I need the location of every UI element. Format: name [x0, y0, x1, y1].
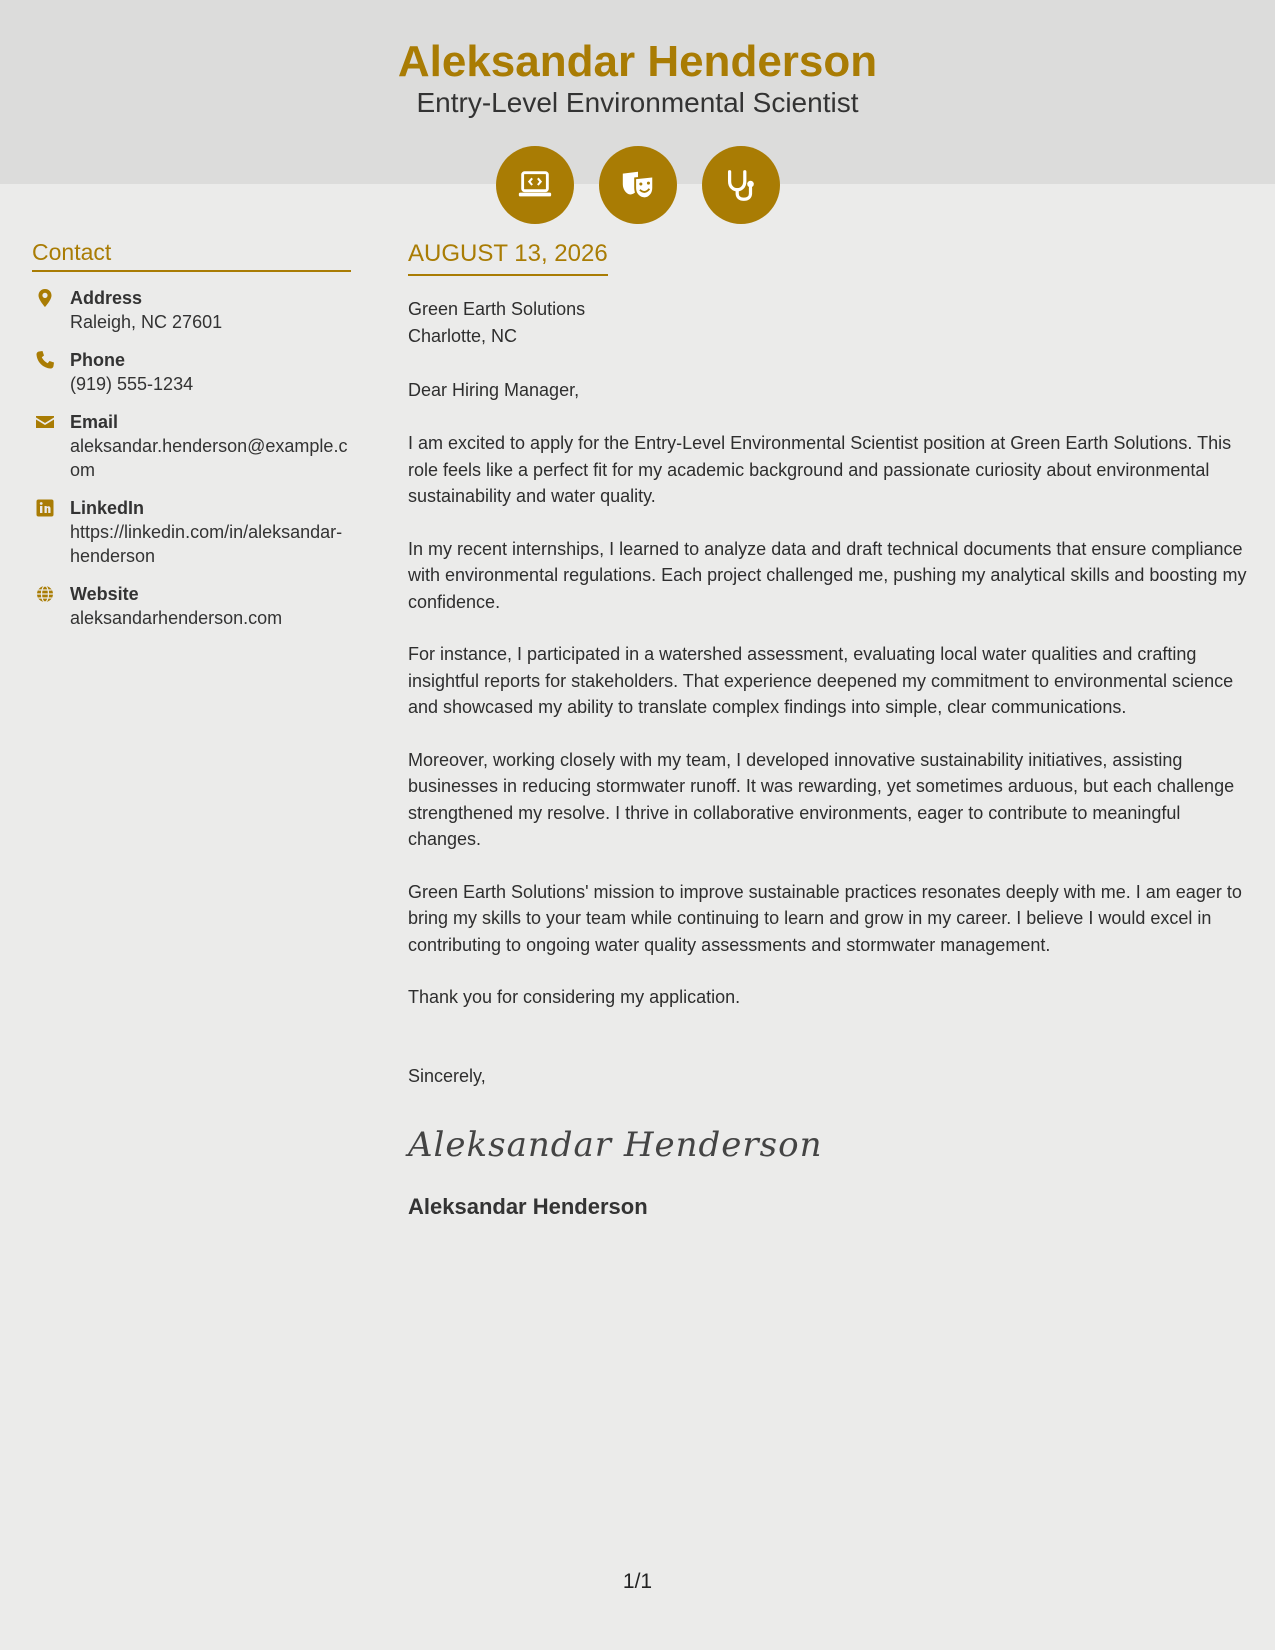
letter-paragraph: For instance, I participated in a watershed assessment, evaluating local water qualities and crafting insightful reports for stakeholders. That experience deepened my commitment to environmental science and showcased my ability to translate complex findings into simple, clear communications. — [408, 644, 1234, 717]
recipient-location: Charlotte, NC — [408, 326, 518, 346]
contact-value: (919) 555-1234 — [70, 374, 194, 394]
letter-body — [408, 238, 1250, 1222]
contact-label: Email — [70, 412, 119, 432]
contact-label: Website — [70, 584, 139, 604]
contact-phone — [32, 348, 351, 396]
handwritten-signature: Aleksandar Henderson — [408, 1125, 823, 1165]
contact-linkedin — [32, 496, 351, 568]
contact-address — [32, 286, 351, 334]
recipient-block — [408, 296, 1250, 350]
map-pin-icon — [34, 288, 56, 310]
contact-label: Address — [70, 288, 143, 308]
contact-label: LinkedIn — [70, 498, 145, 518]
contact-value[interactable]: aleksandarhenderson.com — [70, 608, 283, 628]
letter-date: AUGUST 13, 2026 — [408, 240, 608, 267]
applicant-name: Aleksandar Henderson — [397, 37, 878, 86]
date-block — [408, 238, 608, 276]
letter-paragraph: Moreover, working closely with my team, I developed innovative sustainability initiatives, assisting businesses in reducing stormwater runoff. It was rewarding, yet sometimes arduous, but each challenge strengthened my resolve. I thrive in collaborative environments, eager to contribute to meaningful changes. — [408, 749, 1235, 849]
letter-paragraph: In my recent internships, I learned to analyze data and draft technical documents that ensure compliance with environmental regulations. Each project challenged me, pushing my analytical skills and boosting my confidence. — [408, 538, 1247, 612]
contact-value: Raleigh, NC 27601 — [70, 312, 223, 332]
contact-value[interactable]: aleksandar.henderson@example.com — [70, 436, 348, 480]
header-icons — [0, 146, 1275, 224]
laptop-code-icon — [496, 146, 574, 224]
globe-icon — [34, 584, 56, 606]
closing-line: Thank you for considering my application. — [408, 987, 741, 1007]
theater-masks-icon — [599, 146, 677, 224]
contact-value[interactable]: https://linkedin.com/in/aleksandar-henderson — [70, 522, 343, 566]
page-number: 1/1 — [622, 1570, 653, 1593]
letter-paragraph: I am excited to apply for the Entry-Level Environmental Scientist position at Green Earth Solutions. This role feels like a perfect fit for my academic background and passionate curiosity about environmental sustainability and water quality. — [408, 433, 1232, 506]
stethoscope-icon — [702, 146, 780, 224]
contact-sidebar — [32, 236, 351, 630]
contact-heading: Contact — [32, 236, 351, 272]
sign-off: Sincerely, — [408, 1066, 486, 1086]
contact-website — [32, 582, 351, 630]
phone-icon — [34, 350, 56, 372]
contact-label: Phone — [70, 350, 126, 370]
job-title: Entry-Level Environmental Scientist — [416, 87, 859, 118]
envelope-icon — [34, 412, 56, 434]
signer-name: Aleksandar Henderson — [408, 1194, 648, 1219]
linkedin-icon — [34, 498, 56, 520]
recipient-company: Green Earth Solutions — [408, 299, 586, 319]
salutation: Dear Hiring Manager, — [408, 380, 580, 400]
letter-paragraph: Green Earth Solutions' mission to improve sustainable practices resonates deeply with me. I am eager to bring my skills to your team while continuing to learn and grow in my career. I believe I would excel in contributing to ongoing water quality assessments and stormwater management. — [408, 881, 1242, 955]
contact-email — [32, 410, 351, 482]
